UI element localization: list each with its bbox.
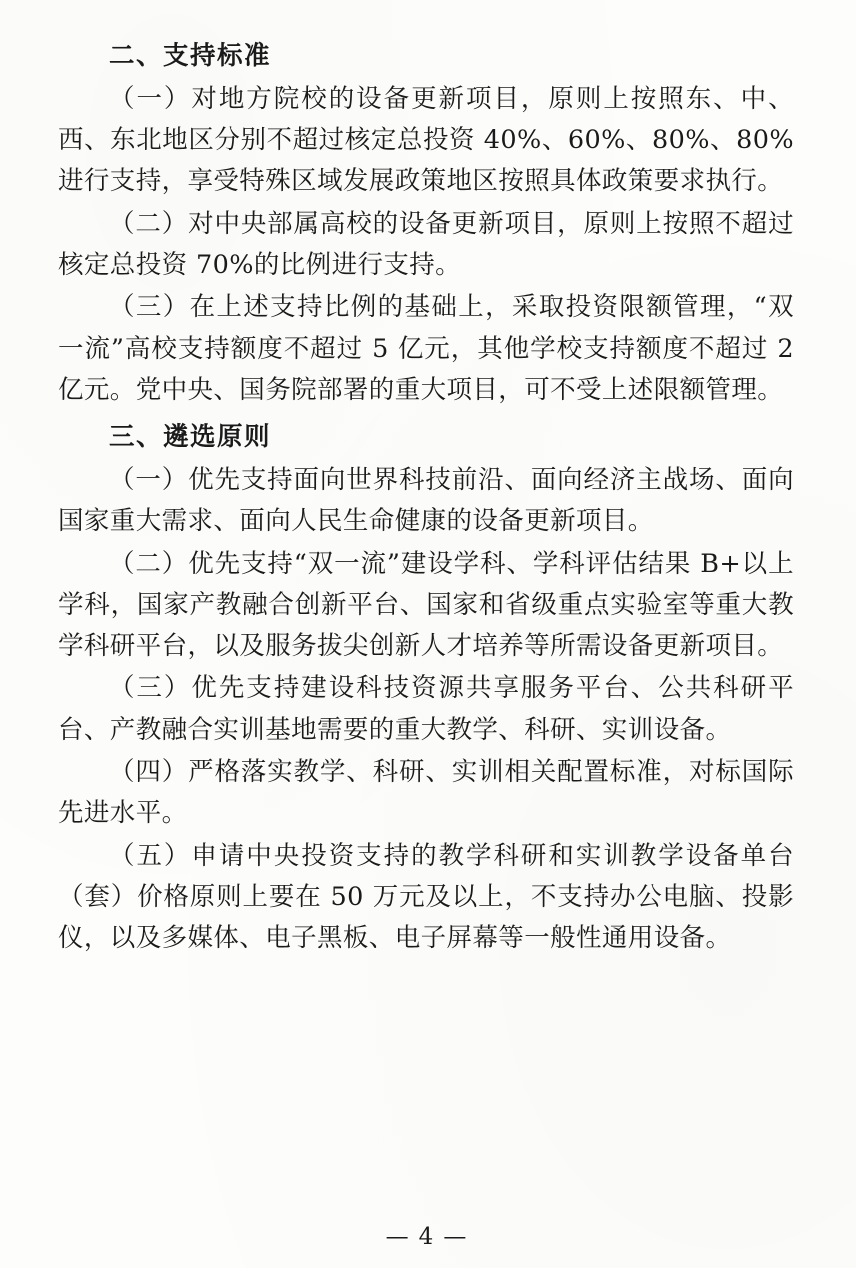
paragraph-3-4: （四）严格落实教学、科研、实训相关配置标准，对标国际先进水平。 <box>58 757 794 829</box>
section-heading-遴选原则: 三、遴选原则 <box>109 422 272 453</box>
paragraph-2-3: （三）在上述支持比例的基础上，采取投资限额管理，“双一流”高校支持额度不超过 5 亿元，其他学校支持额度不超过 2 亿元。党中央、国务院部署的重大项目，可不受上述限额管理。 <box>58 292 794 405</box>
paragraph-2-1: （一）对地方院校的设备更新项目，原则上按照东、中、西、东北地区分别不超过核定总投资 40%、60%、80%、80%进行支持，享受特殊区域发展政策地区按照具体政策要求执行。 <box>58 83 794 197</box>
paragraph-2-2: （二）对中央部属高校的设备更新项目，原则上按照不超过核定总投资 70%的比例进行支持。 <box>58 208 794 280</box>
paragraph-3-3: （三）优先支持建设科技资源共享服务平台、公共科研平台、产教融合实训基地需要的重大教学、科研、实训设备。 <box>58 673 794 745</box>
document-body <box>58 36 794 960</box>
page-number-footer <box>0 1224 856 1250</box>
paragraph-3-5: （五）申请中央投资支持的教学科研和实训教学设备单台（套）价格原则上要在 50 万元及以上，不支持办公电脑、投影仪，以及多媒体、电子黑板、电子屏幕等一般性通用设备。 <box>58 840 794 954</box>
section-heading-支持标准: 二、支持标准 <box>109 41 272 71</box>
page-marker-left: — <box>385 1224 413 1250</box>
paragraph-3-1: （一）优先支持面向世界科技前沿、面向经济主战场、面向国家重大需求、面向人民生命健康的设备更新项目。 <box>58 464 794 537</box>
page-number: 4 <box>418 1224 438 1250</box>
paragraph-3-2: （二）优先支持“双一流”建设学科、学科评估结果 B+以上学科，国家产教融合创新平台、国家和省级重点实验室等重大教学科研平台，以及服务拔尖创新人才培养等所需设备更新项目。 <box>58 548 794 662</box>
page-marker-right: — <box>443 1224 471 1250</box>
